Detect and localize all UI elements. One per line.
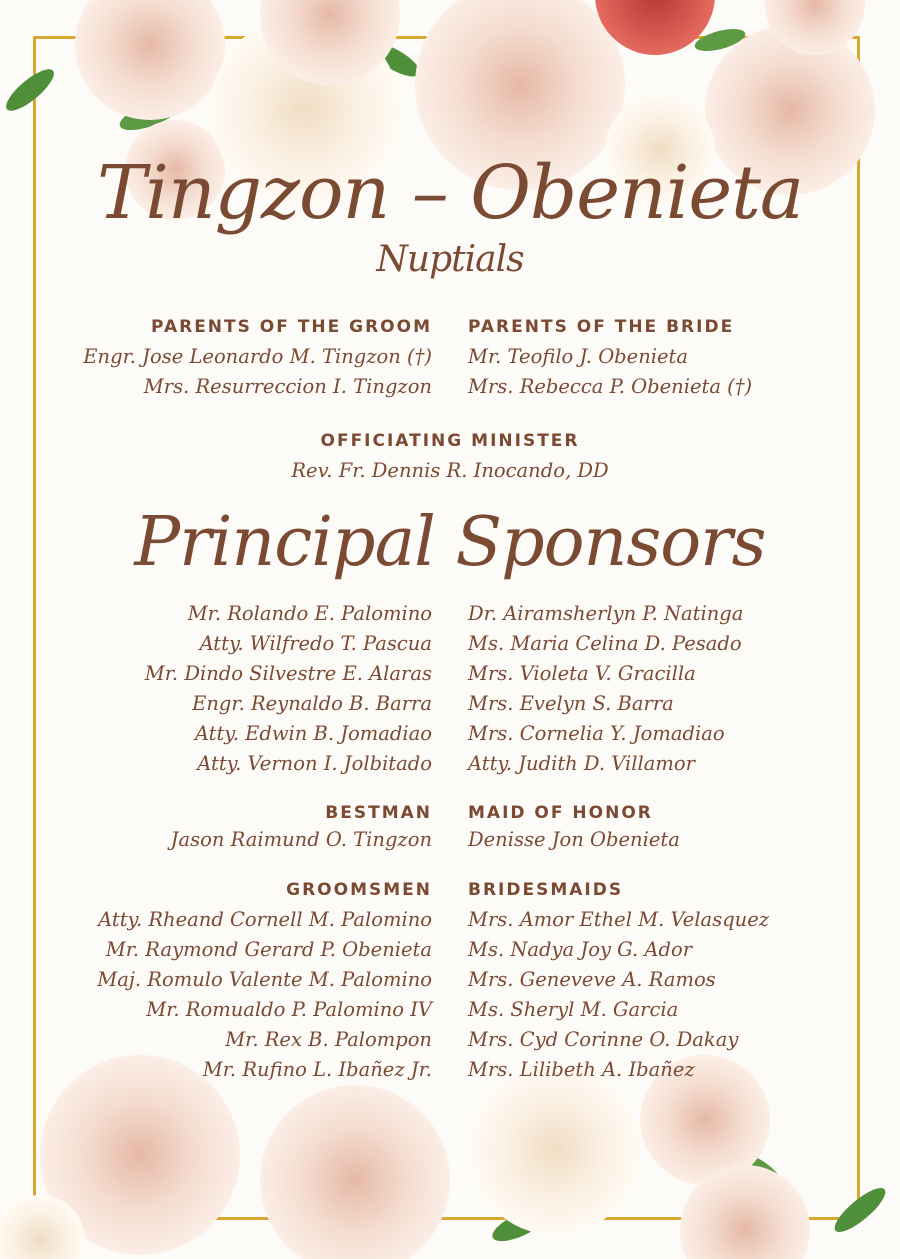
sponsor-name: Mrs. Cornelia Y. Jomadiao	[468, 722, 725, 745]
parents-groom-heading: PARENTS OF THE GROOM	[151, 317, 432, 337]
sponsors-right-list	[468, 599, 743, 779]
principal-sponsors-title: Principal Sponsors	[134, 503, 766, 582]
parents-bride-list	[468, 342, 752, 402]
officiating-heading: OFFICIATING MINISTER	[320, 431, 580, 451]
sponsor-name: Mrs. Violeta V. Gracilla	[468, 662, 696, 685]
parent-name: Mrs. Rebecca P. Obenieta (†)	[468, 375, 753, 398]
sponsor-name: Atty. Edwin B. Jomadiao	[194, 722, 432, 745]
bridesmaid-name: Mrs. Amor Ethel M. Velasquez	[468, 908, 770, 931]
leaf	[829, 1182, 891, 1238]
parents-groom-list	[83, 342, 432, 402]
sponsor-name: Mr. Rolando E. Palomino	[187, 602, 432, 625]
bridesmaid-name: Mrs. Cyd Corinne O. Dakay	[468, 1028, 739, 1051]
couple-title: Tingzon – Obenieta	[96, 150, 804, 236]
bridesmaid-name: Ms. Sheryl M. Garcia	[468, 998, 679, 1021]
groomsman-name: Mr. Raymond Gerard P. Obenieta	[105, 938, 432, 961]
bridesmaids-heading: BRIDESMAIDS	[468, 880, 624, 900]
nuptials-subtitle: Nuptials	[376, 239, 524, 280]
leaf	[1, 63, 60, 117]
bestman-heading: BESTMAN	[325, 803, 432, 823]
parents-bride-heading: PARENTS OF THE BRIDE	[468, 317, 735, 337]
bridesmaid-name: Ms. Nadya Joy G. Ador	[468, 938, 693, 961]
bridesmaid-name: Mrs. Lilibeth A. Ibañez	[468, 1058, 695, 1081]
groomsman-name: Mr. Rex B. Palompon	[225, 1028, 432, 1051]
maid-of-honor-name: Denisse Jon Obenieta	[468, 828, 680, 851]
groomsman-name: Mr. Romualdo P. Palomino IV	[146, 998, 432, 1021]
rose	[75, 0, 225, 120]
sponsor-name: Atty. Judith D. Villamor	[468, 752, 695, 775]
maid-of-honor-heading: MAID OF HONOR	[468, 803, 653, 823]
groomsman-name: Atty. Rheand Cornell M. Palomino	[98, 908, 432, 931]
groomsmen-heading: GROOMSMEN	[286, 880, 432, 900]
sponsor-name: Atty. Wilfredo T. Pascua	[199, 632, 432, 655]
minister-name: Rev. Fr. Dennis R. Inocando, DD	[291, 459, 609, 482]
sponsor-name: Engr. Reynaldo B. Barra	[192, 692, 432, 715]
rose	[260, 1085, 450, 1259]
parent-name: Mr. Teofilo J. Obenieta	[468, 345, 689, 368]
parent-name: Engr. Jose Leonardo M. Tingzon (†)	[83, 345, 432, 368]
maid-of-honor-list	[468, 825, 680, 855]
bestman-list	[171, 825, 432, 855]
sponsor-name: Mrs. Evelyn S. Barra	[468, 692, 674, 715]
groomsmen-list	[97, 905, 432, 1085]
bridesmaid-name: Mrs. Geneveve A. Ramos	[468, 968, 716, 991]
officiating-list	[0, 456, 900, 486]
rose	[470, 1065, 640, 1235]
sponsor-name: Ms. Maria Celina D. Pesado	[468, 632, 742, 655]
sponsor-name: Atty. Vernon I. Jolbitado	[197, 752, 432, 775]
sponsors-left-list	[145, 599, 432, 779]
bridesmaids-list	[468, 905, 769, 1085]
groomsman-name: Mr. Rufino L. Ibañez Jr.	[202, 1058, 432, 1081]
parent-name: Mrs. Resurreccion I. Tingzon	[143, 375, 432, 398]
bestman-name: Jason Raimund O. Tingzon	[170, 828, 432, 851]
sponsor-name: Mr. Dindo Silvestre E. Alaras	[144, 662, 432, 685]
groomsman-name: Maj. Romulo Valente M. Palomino	[97, 968, 432, 991]
sponsor-name: Dr. Airamsherlyn P. Natinga	[468, 602, 744, 625]
